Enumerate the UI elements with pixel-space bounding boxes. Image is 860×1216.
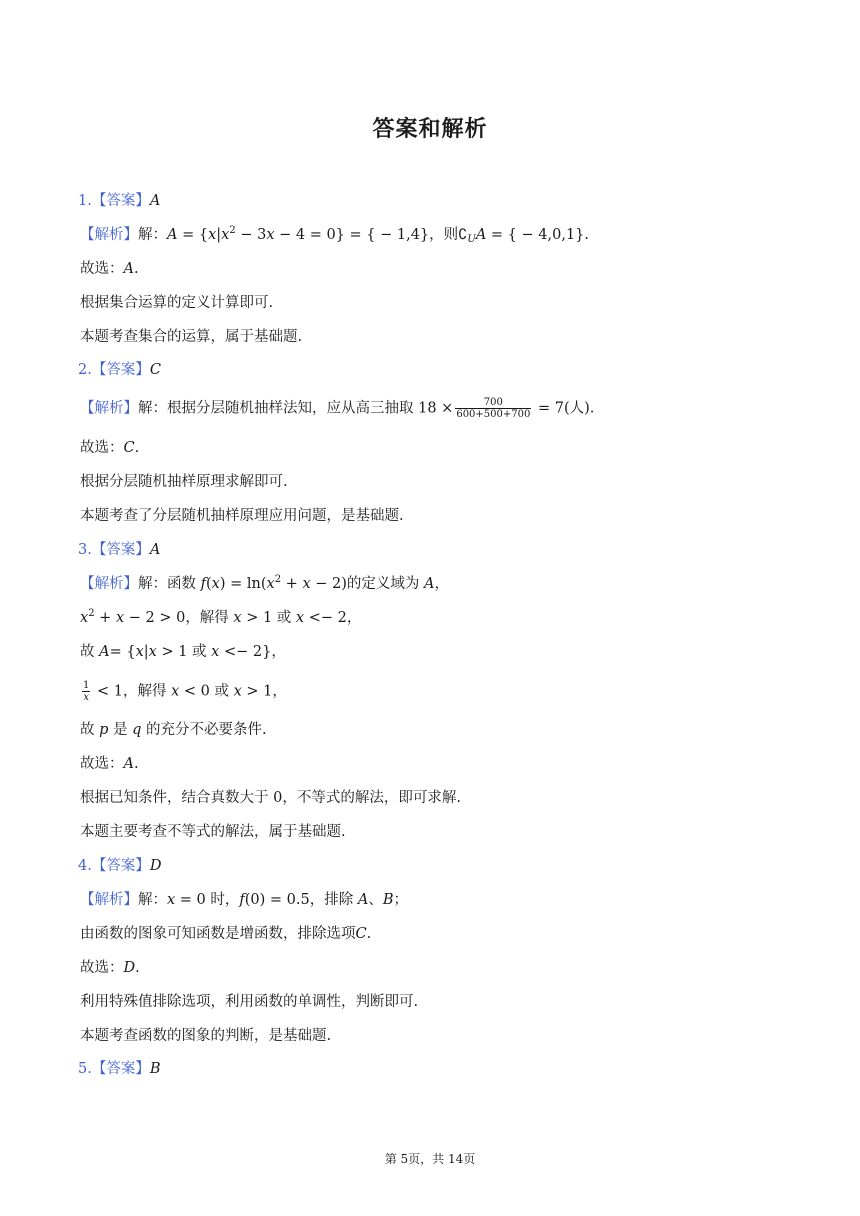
q3-analysis-prefix: 解：函数 [138,576,196,592]
q2-answer: C [149,362,161,378]
q3-line4: $\frac{1}{x}$ < 1，解得 x < 0 或 x > 1， [83,680,287,703]
q1-analysis-prefix: 解： [138,227,167,243]
q3-number: 3. [78,542,92,558]
q3-analysis-suffix: 的定义域为 [346,576,420,592]
q5-answer-line [78,1059,161,1079]
q4-line2: 由函数的图象可知函数是增函数，排除选项C. [80,926,372,942]
q4-line2-text: 由函数的图象可知函数是增函数，排除选项 [80,926,356,942]
q2-analysis-prefix: 解：根据分层随机抽样法知，应从高三抽取 [138,400,414,417]
q2-fraction [455,397,531,420]
q2-comment: 本题考查了分层随机抽样原理应用问题，是基础题. [80,508,404,524]
q4-analysis-tag: 【解析】 [80,892,138,908]
q3-choose: 故选：A. [80,756,139,772]
q4-number: 4. [78,858,92,874]
q4-answer-tag: 【答案】 [91,858,150,874]
q5-answer-tag: 【答案】 [91,1061,150,1077]
q5-number: 5. [78,1061,92,1077]
q3-analysis-tag: 【解析】 [80,576,138,592]
q3-line2: $x^2 + x - 2 > 0$，解得 x > 1 或 x <− 2， [80,608,362,626]
q1-analysis-tag: 【解析】 [80,227,138,243]
q3-method: 根据已知条件，结合真数大于 0，不等式的解法，即可求解. [80,790,461,806]
q1-choose: 故选：A. [80,261,139,277]
q1-method: 根据集合运算的定义计算即可. [80,295,274,311]
q1-answer: A [149,193,161,209]
q2-fraction-denominator: 600+500+700 [456,409,531,420]
q3-analysis-line: 【解析】解：函数 $f(x) = \ln(x^2 + x - 2)$的定义域为 A， [80,574,449,592]
q5-answer: B [149,1061,161,1077]
q4-method: 利用特殊值排除选项，利用函数的单调性，判断即可. [80,994,419,1010]
q3-comment: 本题主要考查不等式的解法，属于基础题. [80,824,346,840]
q2-choose: 故选：C. [80,440,140,456]
q4-choose: 故选：D. [80,960,140,976]
q1-analysis-math: $A = \{x|x^2 - 3x - 4 = 0\}$ = { − 1,4}，则$∁_UA$ = { − 4,0,1}. [167,225,590,245]
page-footer: 第 5页，共 14页 [384,1152,476,1166]
q2-analysis-tag: 【解析】 [80,400,138,417]
q3-line5: 故 p 是 q 的充分不必要条件. [80,722,267,738]
q1-comment: 本题考查集合的运算，属于基础题. [80,329,303,345]
q2-fraction-numerator: 700 [455,397,531,409]
q2-analysis-line: 【解析】解：根据分层随机抽样法知，应从高三抽取 18 × $\frac{700}{600+500+700}$ = 7(人). [80,397,595,420]
q3-answer: A [149,542,161,558]
q2-answer-tag: 【答案】 [91,362,150,378]
q1-number: 1. [78,193,92,209]
q3-answer-line [78,540,160,560]
q4-answer-line [78,856,161,876]
q4-answer: D [149,858,162,874]
q3-fraction: $\frac{1}{x}$ [83,680,90,703]
q3-line5-text: 的充分不必要条件. [146,722,267,738]
q1-analysis-line [80,225,589,245]
q1-answer-tag: 【答案】 [91,193,150,209]
q2-number: 2. [78,362,92,378]
q3-answer-tag: 【答案】 [91,542,150,558]
q1-answer-line [78,191,160,211]
q2-method: 根据分层随机抽样原理求解即可. [80,474,288,490]
page-title: 答案和解析 [372,117,488,142]
q2-answer-line [78,360,161,380]
q4-comment: 本题考查函数的图象的判断，是基础题. [80,1028,332,1044]
q3-line3: 故 A= {x|x > 1 或 x <− 2}， [80,644,286,660]
q4-analysis-line: 【解析】解：x = 0 时，f(0) = 0.5，排除 A、B； [80,892,408,908]
